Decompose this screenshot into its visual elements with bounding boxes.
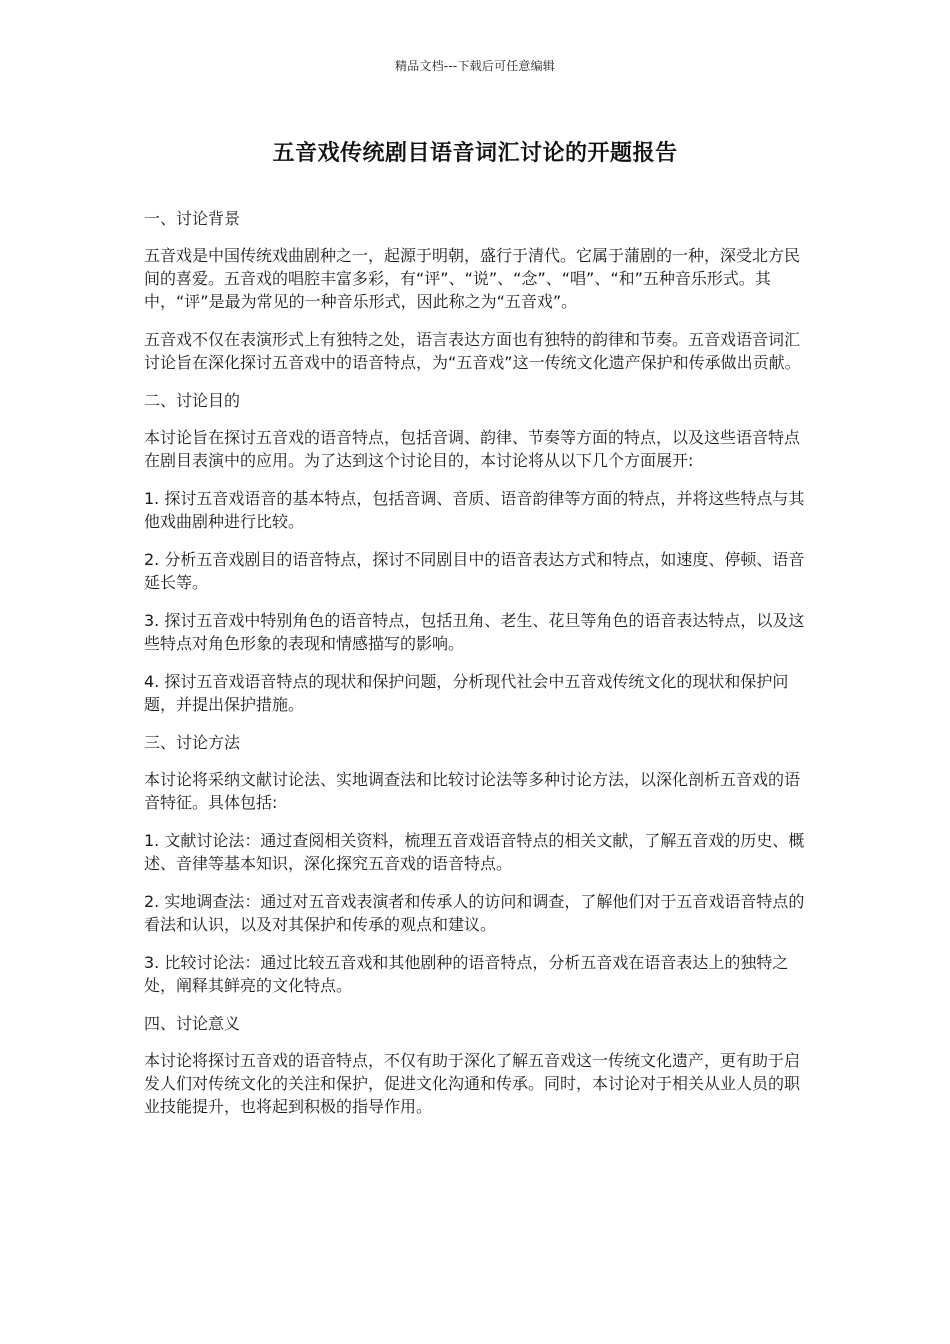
list-item: 2. 实地调查法：通过对五音戏表演者和传承人的访问和调查，了解他们对于五音戏语音特点的看法和认识，以及对其保护和传承的观点和建议。 xyxy=(144,892,805,934)
paragraph: 五音戏是中国传统戏曲剧种之一，起源于明朝，盛行于清代。它属于蒲剧的一种，深受北方民间的喜爱。五音戏的唱腔丰富多彩，有“评”、“说”、“念”、“唱”、“和”五种音乐形式。其中，“评”是最为常见的一种音乐形式，因此称之为“五音戏”。 xyxy=(144,246,801,311)
document-title: 五音戏传统剧目语音词汇讨论的开题报告 xyxy=(272,141,678,166)
list-item: 2. 分析五音戏剧目的语音特点，探讨不同剧目中的语音表达方式和特点，如速度、停顿、语音延长等。 xyxy=(144,550,805,592)
paragraph: 本讨论将采纳文献讨论法、实地调查法和比较讨论法等多种讨论方法，以深化剖析五音戏的语音特征。具体包括: xyxy=(144,770,801,812)
section-heading-method: 三、讨论方法 xyxy=(144,733,241,752)
section-heading-purpose: 二、讨论目的 xyxy=(144,391,241,410)
paragraph: 本讨论旨在探讨五音戏的语音特点，包括音调、韵律、节奏等方面的特点，以及这些语音特点在剧目表演中的应用。为了达到这个讨论目的，本讨论将从以下几个方面展开: xyxy=(144,428,801,470)
paragraph: 五音戏不仅在表演形式上有独特之处，语言表达方面也有独特的韵律和节奏。五音戏语音词汇讨论旨在深化探讨五音戏中的语音特点，为“五音戏”这一传统文化遗产保护和传承做出贡献。 xyxy=(144,330,801,372)
list-item: 1. 探讨五音戏语音的基本特点，包括音调、音质、语音韵律等方面的特点，并将这些特点与其他戏曲剧种进行比较。 xyxy=(144,489,805,531)
list-item: 3. 探讨五音戏中特别角色的语音特点，包括丑角、老生、花旦等角色的语音表达特点，以及这些特点对角色形象的表现和情感描写的影响。 xyxy=(144,611,805,653)
list-item: 1. 文献讨论法：通过查阅相关资料，梳理五音戏语音特点的相关文献，了解五音戏的历史、概述、音律等基本知识，深化探究五音戏的语音特点。 xyxy=(144,831,805,873)
list-item: 4. 探讨五音戏语音特点的现状和保护问题，分析现代社会中五音戏传统文化的现状和保护问题，并提出保护措施。 xyxy=(144,672,789,714)
paragraph: 本讨论将探讨五音戏的语音特点，不仅有助于深化了解五音戏这一传统文化遗产，更有助于启发人们对传统文化的关注和保护，促进文化沟通和传承。同时，本讨论对于相关从业人员的职业技能提升，也将起到积极的指导作用。 xyxy=(144,1051,801,1116)
section-heading-significance: 四、讨论意义 xyxy=(144,1014,241,1033)
section-heading-background: 一、讨论背景 xyxy=(144,209,241,228)
list-item: 3. 比较讨论法：通过比较五音戏和其他剧种的语音特点，分析五音戏在语音表达上的独特之处，阐释其鲜亮的文化特点。 xyxy=(144,953,789,995)
document-body xyxy=(144,207,810,1133)
header-note: 精品文档---下载后可任意编辑 xyxy=(395,59,555,73)
